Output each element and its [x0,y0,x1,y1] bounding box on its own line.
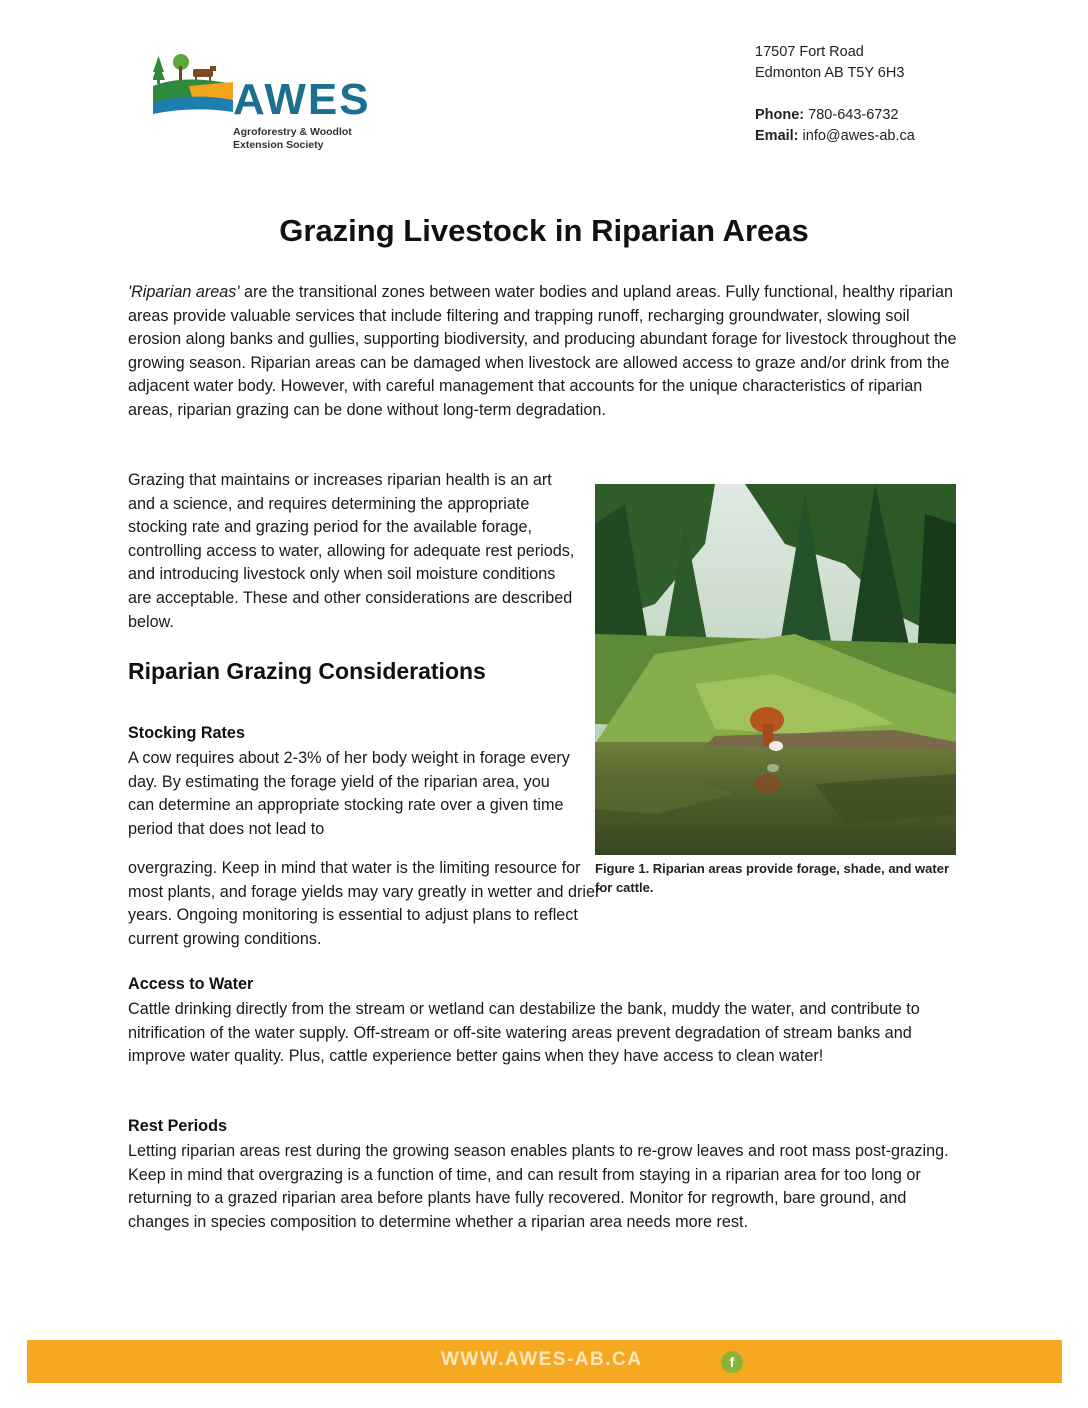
stocking-rates-text-a: A cow requires about 2-3% of her body weight in forage every day. By estimating the forage yield of the riparian area, you can determine an appropriate stocking rate over a given time period that does not lead to [128,749,570,838]
intro-text: are the transitional zones between water bodies and upland areas. Fully functional, healthy riparian areas provide valuable services that include filtering and trapping runoff, recharging groundwater, slowing soil erosion along banks and gullies, supporting biodiversity, and producing abundant forage for livestock throughout the growing season. Riparian areas can be damaged when livestock are allowed access to graze and/or drink from the adjacent water body. However, with careful management that accounts for the unique characteristics of riparian areas, riparian grazing can be done without long-term degradation. [128,283,957,419]
awes-logo [153,52,371,152]
contact-block [755,42,915,147]
stocking-rates-heading: Stocking Rates [128,724,245,742]
footer-website-link[interactable]: WWW.AWES-AB.CA [441,1349,643,1370]
logo-subtitle [233,126,352,152]
page-title: Grazing Livestock in Riparian Areas [279,213,809,248]
logo-wordmark: AWES [233,75,371,124]
contact-spacer [755,84,915,105]
email-line [755,126,915,147]
email-value[interactable]: info@awes-ab.ca [802,128,915,144]
footer-bar [27,1340,1062,1383]
rest-periods-heading: Rest Periods [128,1117,227,1135]
phone-line [755,105,915,126]
figure-caption: Figure 1. Riparian areas provide forage, shade, and water for cattle. [595,861,950,895]
stocking-rates-text-b: overgrazing. Keep in mind that water is the limiting resource for most plants, and forage yields may vary greatly in wetter and drier years. Ongoing monitoring is essential to adjust plans to reflect current growing conditions. [128,859,601,948]
intro-paragraph [128,281,963,423]
access-to-water-heading: Access to Water [128,975,254,993]
phone-value[interactable]: 780-643-6732 [808,107,899,123]
section-heading: Riparian Grazing Considerations [128,658,486,684]
facebook-icon[interactable]: f [721,1351,743,1373]
email-label: Email: [755,128,799,144]
rest-periods-text: Letting riparian areas rest during the growing season enables plants to re-grow leaves and root mass post-grazing. Keep in mind that overgrazing is a function of time, and can result from staying in a riparian area for too long or returning to a grazed riparian area before plants have fully recovered. Monitor for regrowth, bare ground, and changes in species composition to determine whether a riparian area needs more rest. [128,1142,949,1231]
riparian-cattle-photo [595,484,956,855]
awes-logo-icon [153,52,233,122]
access-to-water-text: Cattle drinking directly from the stream or wetland can destabilize the bank, muddy the water, and contribute to nitrification of the water supply. Off-stream or off-site watering areas prevent degradation of stream banks and improve water quality. Plus, cattle experience better gains when they have access to clean water! [128,1000,920,1066]
overview-paragraph: Grazing that maintains or increases riparian health is an art and a science, and requires determining the appropriate stocking rate and grazing period for the available forage, controlling access to water, allowing for adequate rest periods, and introducing livestock only when soil moisture conditions are acceptable. These and other considerations are described below. [128,471,575,631]
intro-term: 'Riparian areas' [128,283,240,301]
phone-label: Phone: [755,107,805,123]
address-line-1: 17507 Fort Road [755,44,864,60]
logo-subtitle-line-2: Extension Society [233,139,324,151]
logo-subtitle-line-1: Agroforestry & Woodlot [233,126,352,138]
address-line-2: Edmonton AB T5Y 6H3 [755,65,905,81]
